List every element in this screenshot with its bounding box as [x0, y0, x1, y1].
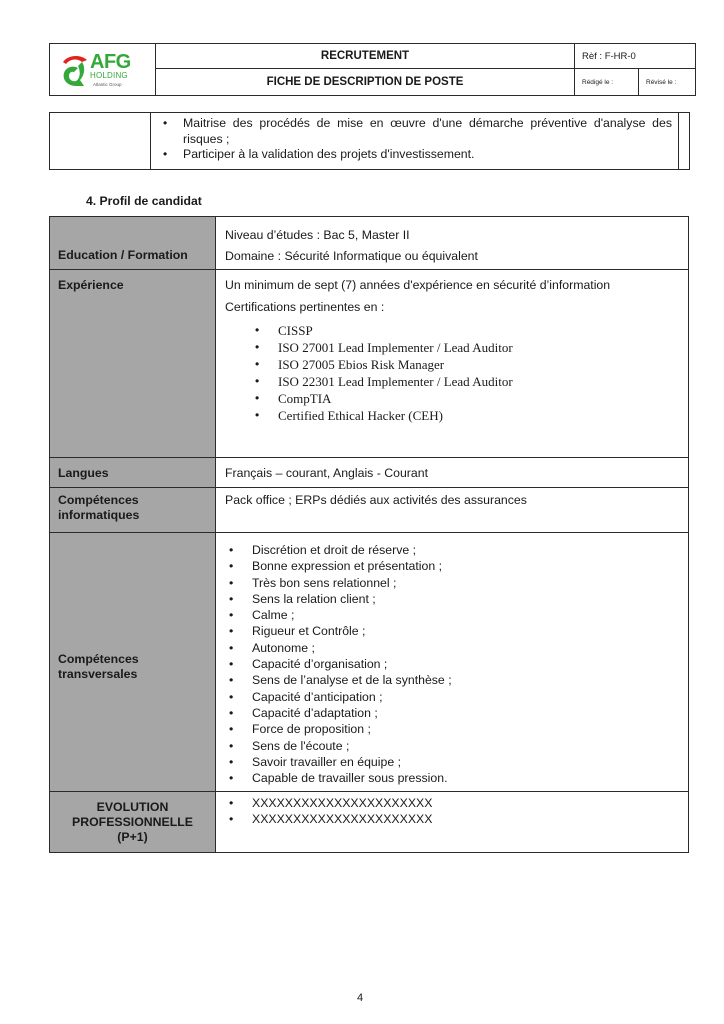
afg-swoosh-icon: [60, 52, 90, 90]
list-item: • Discrétion et droit de réserve ;: [229, 542, 679, 558]
evolution-label-line3: (P+1): [117, 829, 148, 844]
list-item: • Capacité d’anticipation ;: [229, 689, 679, 705]
value-informatique: Pack office ; ERPs dédiés aux activités des assurances: [225, 493, 527, 507]
list-item: • CompTIA: [255, 390, 679, 407]
certifications-list: [255, 322, 679, 424]
page-number: 4: [357, 992, 364, 1004]
label-experience: Expérience: [50, 270, 216, 457]
list-item: • Très bon sens relationnel ;: [229, 575, 679, 591]
list-item: • Savoir travailler en équipe ;: [229, 754, 679, 770]
list-item: • Bonne expression et présentation ;: [229, 558, 679, 574]
header-subtitle: FICHE DE DESCRIPTION DE POSTE: [266, 76, 464, 88]
list-item: • Certified Ethical Hacker (CEH): [255, 407, 679, 424]
list-item: • Capacité d’adaptation ;: [229, 705, 679, 721]
label-transversales: Compétences transversales: [50, 533, 216, 791]
evolution-label-line2: PROFESSIONNELLE: [72, 814, 193, 829]
list-item: • Capable de travailler sous pression.: [229, 770, 679, 786]
row-evolution: [50, 792, 688, 852]
value-education: [216, 217, 688, 269]
transversales-list: [229, 542, 679, 786]
header-ref: Rèf : F-HR-0: [575, 44, 695, 69]
list-item: • Sens la relation client ;: [229, 591, 679, 607]
list-item: • XXXXXXXXXXXXXXXXXXXXXX: [229, 796, 679, 812]
profile-table: [49, 216, 689, 853]
list-item: • Calme ;: [229, 607, 679, 623]
education-domaine: Domaine : Sécurité Informatique ou équivalent: [225, 249, 478, 263]
list-item: • Sens de l’analyse et de la synthèse ;: [229, 672, 679, 688]
section-title: 4. Profil de candidat: [86, 194, 202, 208]
list-item: • ISO 27005 Ebios Risk Manager: [255, 356, 679, 373]
row-transversales: [50, 533, 688, 792]
certifications-intro: Certifications pertinentes en :: [225, 300, 385, 314]
continuation-content-cell: [151, 113, 679, 169]
logo-cell: [50, 44, 156, 95]
list-item: • Participer à la validation des projets d'investissement.: [163, 147, 672, 163]
header-revise: Révisé le :: [646, 78, 677, 86]
header-meta-cell: [575, 44, 695, 95]
row-informatique: [50, 488, 688, 533]
row-langues: [50, 458, 688, 488]
list-item: • XXXXXXXXXXXXXXXXXXXXXX: [229, 812, 679, 828]
continuation-table: [49, 112, 690, 170]
continuation-list: [163, 116, 672, 163]
value-transversales: [216, 533, 688, 791]
list-item: • Force de proposition ;: [229, 721, 679, 737]
header-dates: [575, 69, 695, 95]
row-education: [50, 217, 688, 270]
list-item: • CISSP: [255, 322, 679, 339]
label-langues: Langues: [50, 458, 216, 487]
evolution-label-line1: EVOLUTION: [96, 799, 169, 814]
list-item: • Sens de l'écoute ;: [229, 738, 679, 754]
value-experience: [216, 270, 688, 457]
document-header-table: [49, 43, 696, 96]
experience-minimum: Un minimum de sept (7) années d'expérience en sécurité d’information: [225, 278, 611, 292]
label-informatique: Compétences informatiques: [50, 488, 216, 532]
logo-brand-text: AFG: [90, 51, 131, 73]
value-langues: Français – courant, Anglais - Courant: [225, 465, 429, 480]
list-item: • ISO 27001 Lead Implementer / Lead Auditor: [255, 339, 679, 356]
education-niveau: Niveau d’études : Bac 5, Master II: [225, 228, 410, 242]
list-item: • Autonome ;: [229, 640, 679, 656]
header-title: RECRUTEMENT: [156, 44, 574, 69]
logo-tagline: Atlantic Group: [93, 82, 122, 87]
header-redige: Rédigé le :: [575, 69, 639, 95]
evolution-list: [229, 796, 679, 827]
afg-logo: [60, 52, 150, 90]
list-item: • Rigueur et Contrôle ;: [229, 623, 679, 639]
value-evolution: [216, 792, 688, 852]
list-item: • Capacité d’organisation ;: [229, 656, 679, 672]
logo-holding-text: HOLDING: [90, 71, 128, 80]
header-title-cell: [156, 44, 575, 95]
label-evolution: [50, 792, 216, 852]
row-experience: [50, 270, 688, 458]
list-item: • ISO 22301 Lead Implementer / Lead Auditor: [255, 373, 679, 390]
list-item: • Maitrise des procédés de mise en œuvre d'une démarche préventive d'analyse des risques ;: [163, 116, 672, 147]
continuation-label-cell: [50, 113, 151, 169]
label-education: Education / Formation: [50, 217, 216, 269]
continuation-extra-cell: [679, 113, 689, 169]
